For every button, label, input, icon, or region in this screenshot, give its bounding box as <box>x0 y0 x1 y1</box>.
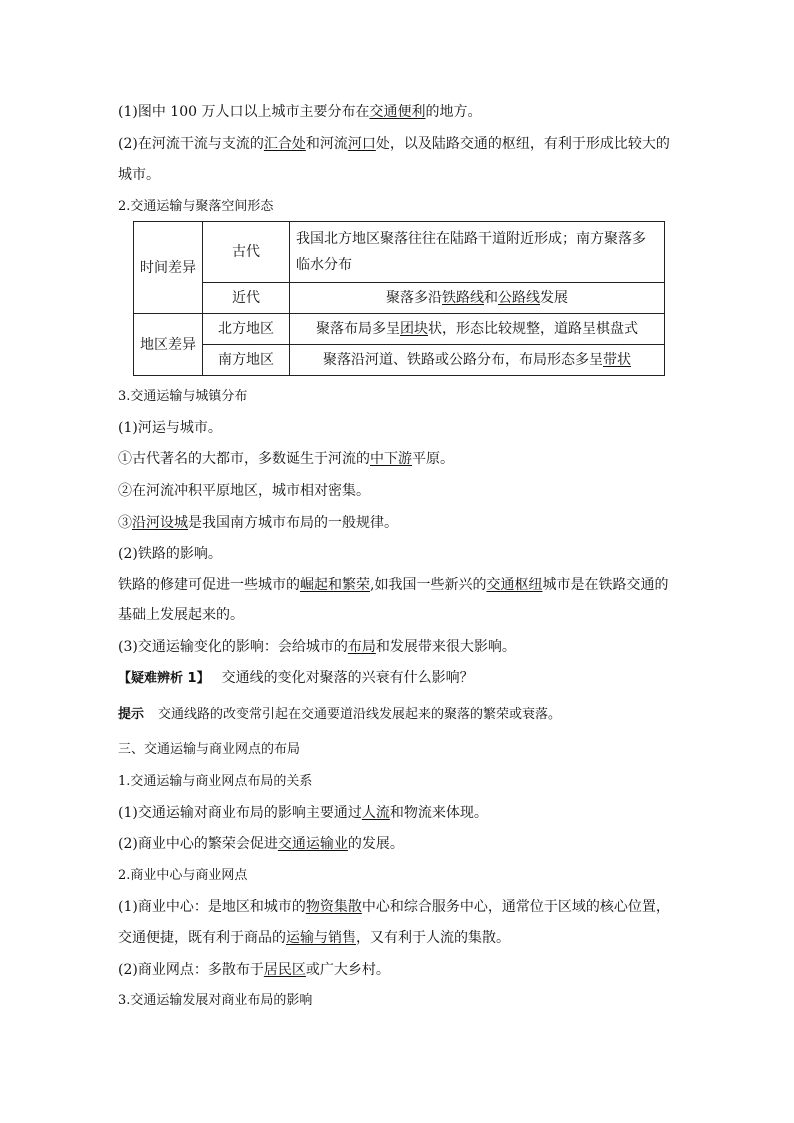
paragraph-3-3: (3)交通运输变化的影响：会给城市的布局和发展带来很大影响。 <box>118 639 516 655</box>
table-row <box>134 222 665 283</box>
underlined-answer: 崛起和繁荣 <box>300 577 370 593</box>
hint: 提示 交通线路的改变常引起在交通要道沿线发展起来的聚落的繁荣或衰落。 <box>118 707 562 722</box>
paragraph-1-2-cont: 城市。 <box>118 167 160 183</box>
text: (1)图中 100 万人口以上城市主要分布在 <box>118 104 370 120</box>
paragraph-s3-3: (1)商业中心：是地区和城市的物资集散中心和综合服务中心，通常位于区域的核心位置， <box>118 899 670 915</box>
note-tag: 【疑难辨析 1】 <box>118 671 210 686</box>
cell-time-diff: 时间差异 <box>134 222 203 314</box>
paragraph-1-2 <box>118 135 670 153</box>
underlined-answer: 沿河设城 <box>132 515 188 531</box>
paragraph-3-2: (2)铁路的影响。 <box>118 546 222 562</box>
section-heading-3: 3.交通运输与城镇分布 <box>118 389 248 404</box>
text: 处，以及陆路交通的枢纽，有利于形成比较大的 <box>375 136 670 152</box>
paragraph-3-1: (1)河运与城市。 <box>118 420 222 436</box>
table-row <box>134 283 665 314</box>
underlined-answer: 交通运输业 <box>277 836 348 852</box>
underlined-answer: 中下游 <box>370 451 412 467</box>
cell-ancient: 古代 <box>203 222 290 283</box>
underlined-answer: 布局 <box>347 639 376 655</box>
paragraph-3-1-a: ①古代著名的大都市，多数诞生于河流的中下游平原。 <box>118 451 454 467</box>
settlement-form-table <box>133 221 665 376</box>
underlined-answer: 居民区 <box>263 962 306 978</box>
paragraph-s3-1: (1)交通运输对商业布局的影响主要通过人流和物流来体现。 <box>118 805 488 821</box>
hint-tag: 提示 <box>118 707 145 722</box>
text: 和河流 <box>305 136 348 152</box>
paragraph-3-1-c: ③沿河设城是我国南方城市布局的一般规律。 <box>118 515 398 531</box>
underlined-answer: 交通枢纽 <box>486 577 543 593</box>
cell-north-desc: 聚落布局多呈团块状，形态比较规整，道路呈棋盘式 <box>290 314 665 345</box>
cell-south: 南方地区 <box>203 345 290 376</box>
section-heading-3-3: 3.交通运输发展对商业布局的影响 <box>118 993 313 1008</box>
cell-modern: 近代 <box>203 283 290 314</box>
cell-region-diff: 地区差异 <box>134 314 203 376</box>
underlined-answer: 带状 <box>603 352 631 368</box>
paragraph-1-1 <box>118 103 481 121</box>
difficulty-note: 【疑难辨析 1】 交通线的变化对聚落的兴衰有什么影响？ <box>118 670 474 686</box>
underlined-answer: 交通便利 <box>369 104 426 120</box>
paragraph-3-2-cont: 基础上发展起来的。 <box>118 607 244 623</box>
text: 的地方。 <box>425 104 482 120</box>
underlined-answer: 汇合处 <box>263 136 306 152</box>
underlined-answer: 人流 <box>361 805 390 821</box>
table-row <box>134 314 665 345</box>
underlined-answer: 运输与销售 <box>286 930 356 946</box>
cell-ancient-desc: 我国北方地区聚落往往在陆路干道附近形成；南方聚落多临水分布 <box>290 222 665 283</box>
underlined-answer: 铁路线 <box>442 290 484 306</box>
section-heading-2: 2.交通运输与聚落空间形态 <box>118 199 274 214</box>
section-heading-three: 三、交通运输与商业网点的布局 <box>118 742 301 757</box>
underlined-answer: 物资集散 <box>305 899 362 915</box>
paragraph-s3-4: (2)商业网点：多散布于居民区或广大乡村。 <box>118 962 390 978</box>
underlined-answer: 团块 <box>400 321 428 337</box>
cell-north: 北方地区 <box>203 314 290 345</box>
paragraph-3-1-b: ②在河流冲积平原地区，城市相对密集。 <box>118 483 370 499</box>
underlined-answer: 公路线 <box>498 290 540 306</box>
section-heading-3-1: 1.交通运输与商业网点布局的关系 <box>118 774 313 789</box>
paragraph-s3-3-cont: 交通便捷，既有利于商品的运输与销售，又有利于人流的集散。 <box>118 930 510 946</box>
cell-modern-desc: 聚落多沿铁路线和公路线发展 <box>290 283 665 314</box>
cell-south-desc: 聚落沿河道、铁路或公路分布，布局形态多呈带状 <box>290 345 665 376</box>
section-heading-3-2: 2.商业中心与商业网点 <box>118 868 248 883</box>
paragraph-3-2-body: 铁路的修建可促进一些城市的崛起和繁荣,如我国一些新兴的交通枢纽城市是在铁路交通的 <box>118 577 669 593</box>
underlined-answer: 河口 <box>347 136 376 152</box>
table-row <box>134 345 665 376</box>
text: (2)在河流干流与支流的 <box>118 136 264 152</box>
paragraph-s3-2: (2)商业中心的繁荣会促进交通运输业的发展。 <box>118 836 404 852</box>
